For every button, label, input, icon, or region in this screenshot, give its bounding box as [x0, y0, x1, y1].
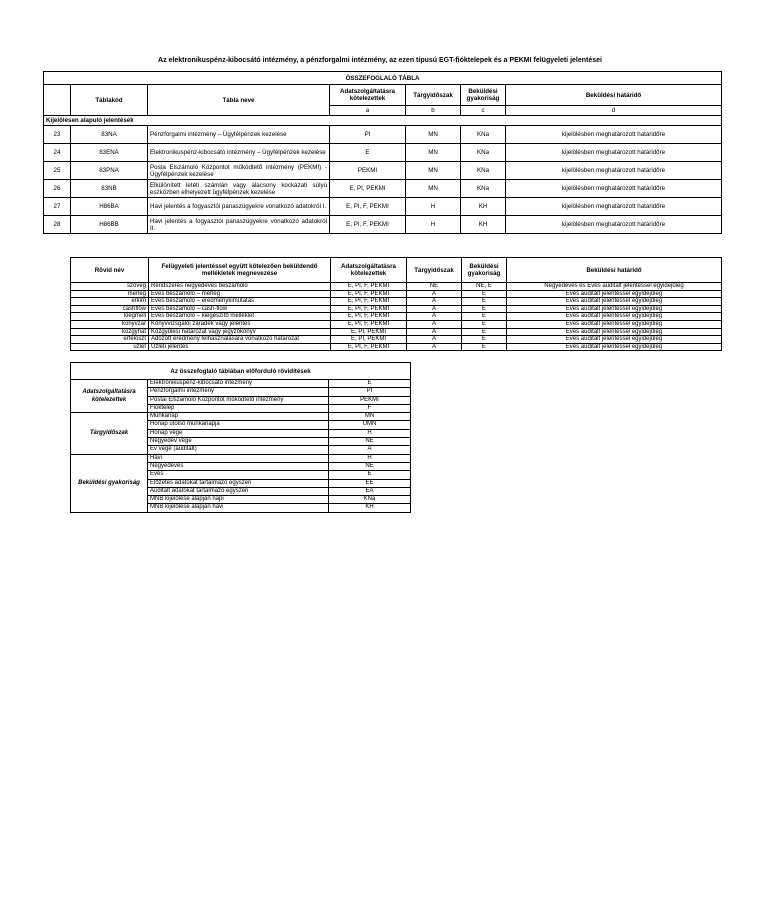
table-name: Havi jelentés a fogyasztói panaszügyekre vonatkozó adatokról I. — [148, 198, 330, 216]
section-title: Kijelölésen alapuló jelentések — [44, 116, 722, 126]
abbreviation-code: UMN — [329, 421, 411, 429]
table-row — [71, 305, 722, 313]
period: H — [406, 216, 461, 234]
header-blank — [44, 85, 71, 116]
header-frequency: Beküldési gyakoriság — [461, 85, 506, 106]
period: MN — [406, 126, 461, 144]
abbreviation-code: A — [329, 446, 411, 454]
deadline: kijelölésben meghatározott határidőre — [506, 198, 722, 216]
obliged: E, PI, PEKMI — [330, 180, 406, 198]
table-name: Havi jelentés a fogyasztói panaszügyekre vonatkozó adatokról II. — [148, 216, 330, 234]
deadline: Éves auditált jelentéssel egyidejűleg — [507, 343, 722, 351]
period: A — [407, 290, 462, 298]
obliged: E, PI, F, PEKMI — [331, 313, 407, 321]
letter-a: a — [330, 106, 406, 116]
frequency: KNa — [461, 180, 506, 198]
attachment-name: Adózott eredmény felhasználására vonatkozó határozat — [149, 336, 331, 344]
frequency: É — [462, 290, 507, 298]
obliged: E, PI, PEKMI — [331, 336, 407, 344]
abbreviation-code: EA — [329, 487, 411, 495]
abbreviation-code: PI — [329, 388, 411, 396]
table-row — [44, 216, 722, 234]
abbreviation-code: NÉ — [329, 438, 411, 446]
short-name: kozgyhat — [71, 328, 149, 336]
abbreviation-code: KNa — [329, 496, 411, 504]
abbreviation-text: MNB kijelölése alapján havi — [148, 504, 329, 512]
deadline: kijelölésben meghatározott határidőre — [506, 126, 722, 144]
attachment-name: Éves beszámoló – mérleg — [149, 290, 331, 298]
table-code: 83NA — [71, 126, 148, 144]
abbreviation-text: MNB kijelölése alapján napi — [148, 496, 329, 504]
abbreviation-code: E — [329, 380, 411, 388]
abbreviation-text: Negyedév vége — [148, 438, 329, 446]
abbreviations-table — [70, 362, 411, 513]
header-table-code: Táblakód — [71, 85, 148, 116]
abbreviation-text: Fióktelep — [148, 404, 329, 412]
frequency: É — [462, 328, 507, 336]
summary-title: ÖSSZEFOGLALÓ TÁBLA — [44, 72, 722, 85]
frequency: KH — [461, 216, 506, 234]
letter-c: c — [461, 106, 506, 116]
header-short-name: Rövid név — [71, 258, 149, 283]
header-obliged: Adatszolgáltatásra kötelezettek — [331, 258, 407, 283]
table-name: Elkülönített letéti számlán vagy alacsony kockázati súlyú eszközben elhelyezett ügyfélpénzek kezelése — [148, 180, 330, 198]
letter-d: d — [506, 106, 722, 116]
abbreviation-text: Postai Elszámoló Központot működtető intézmény — [148, 396, 329, 404]
short-name: uzlet — [71, 343, 149, 351]
obliged: E, PI, F, PEKMI — [331, 343, 407, 351]
table-name: Pénzforgalmi intézmény – Ügyfélpénzek kezelése — [148, 126, 330, 144]
attachment-name: Könyvvizsgálói záradék vagy jelentés — [149, 320, 331, 328]
table-row — [71, 313, 722, 321]
header-obliged: Adatszolgáltatásra kötelezettek — [330, 85, 406, 106]
frequency: KNa — [461, 144, 506, 162]
frequency: É — [462, 305, 507, 313]
header-period: Tárgyidőszak — [406, 85, 461, 106]
row-number: 24 — [44, 144, 71, 162]
table-row — [71, 343, 722, 351]
short-names-table — [70, 257, 722, 351]
deadline: Éves auditált jelentéssel egyidejűleg — [507, 320, 722, 328]
period: A — [407, 343, 462, 351]
abbreviations-title: Az összefoglaló táblában előforduló rövidítések — [71, 363, 411, 380]
deadline: kijelölésben meghatározott határidőre — [506, 180, 722, 198]
table-row — [44, 162, 722, 180]
deadline: Éves auditált jelentéssel egyidejűleg — [507, 298, 722, 306]
frequency: KNa — [461, 162, 506, 180]
abbreviation-text: Havi — [148, 454, 329, 462]
page-title: Az elektronikuspénz-kibocsátó intézmény, a pénzforgalmi intézmény, az ezen típusú EGT-fióktelepek és a PEKMI felügyeleti jelentései — [158, 57, 602, 64]
period: A — [407, 298, 462, 306]
obliged: PEKMI — [330, 162, 406, 180]
frequency: É — [462, 343, 507, 351]
deadline: Negyedéves és Éves auditált jelentéssel egyidejűleg — [507, 283, 722, 291]
abbreviation-text: Év vége (auditált) — [148, 446, 329, 454]
abbreviation-text: Munkanap — [148, 413, 329, 421]
list-item — [71, 413, 411, 421]
abbreviation-text: Éves — [148, 471, 329, 479]
header-frequency: Beküldési gyakoriság — [462, 258, 507, 283]
abbreviation-code: É — [329, 471, 411, 479]
table-row — [44, 144, 722, 162]
abbreviation-code: MN — [329, 413, 411, 421]
deadline: Éves auditált jelentéssel egyidejűleg — [507, 336, 722, 344]
row-number: 23 — [44, 126, 71, 144]
short-name: kiegmell — [71, 313, 149, 321]
period: A — [407, 328, 462, 336]
table-code: H86BB — [71, 216, 148, 234]
period: A — [407, 313, 462, 321]
obliged: E — [330, 144, 406, 162]
header-deadline: Beküldési határidő — [507, 258, 722, 283]
deadline: Éves auditált jelentéssel egyidejűleg — [507, 305, 722, 313]
row-number: 28 — [44, 216, 71, 234]
short-name: cashflow — [71, 305, 149, 313]
table-code: 83ENA — [71, 144, 148, 162]
frequency: É — [462, 298, 507, 306]
period: A — [407, 336, 462, 344]
obliged: E, PI, PEKMI — [331, 328, 407, 336]
period: A — [407, 305, 462, 313]
abbreviation-text: Elektronikuspénz-kibocsátó intézmény — [148, 380, 329, 388]
frequency: NÉ, É — [462, 283, 507, 291]
attachment-name: Üzleti jelentés — [149, 343, 331, 351]
header-deadline: Beküldési határidő — [506, 85, 722, 106]
abbreviation-code: PEKMI — [329, 396, 411, 404]
deadline: kijelölésben meghatározott határidőre — [506, 162, 722, 180]
abbreviation-code: NÉ — [329, 462, 411, 470]
row-number: 26 — [44, 180, 71, 198]
header-attachment-name: Felügyeleti jelentéssel együtt kötelezően beküldendő mellékletek megnevezése — [149, 258, 331, 283]
list-item — [71, 454, 411, 462]
period: MN — [406, 162, 461, 180]
table-row — [71, 298, 722, 306]
period: MN — [406, 180, 461, 198]
obliged: PI — [330, 126, 406, 144]
short-name: erfeloszt — [71, 336, 149, 344]
obliged: E, PI, F, PEKMI — [331, 305, 407, 313]
row-number: 25 — [44, 162, 71, 180]
obliged: E, PI, F, PEKMI — [330, 198, 406, 216]
deadline: kijelölésben meghatározott határidőre — [506, 216, 722, 234]
obliged: E, PI, F, PEKMI — [331, 290, 407, 298]
deadline: Éves auditált jelentéssel egyidejűleg — [507, 313, 722, 321]
abbreviation-group-label: Tárgyidőszak — [71, 413, 148, 454]
abbreviation-text: Pénzforgalmi intézmény — [148, 388, 329, 396]
table-name: Posta Elszámoló Központot működtető intézmény (PEKMI) - Ügyfélpénzek kezelése — [148, 162, 330, 180]
header-period: Tárgyidőszak — [407, 258, 462, 283]
table-code: 83NB — [71, 180, 148, 198]
deadline: Éves auditált jelentéssel egyidejűleg — [507, 290, 722, 298]
abbreviation-group-label: Beküldési gyakoriság — [71, 454, 148, 512]
table-row — [71, 283, 722, 291]
attachment-name: Éves beszámoló – eredménykimutatás — [149, 298, 331, 306]
deadline: kijelölésben meghatározott határidőre — [506, 144, 722, 162]
attachment-name: Közgyűlési határozat vagy jegyzőkönyv — [149, 328, 331, 336]
row-number: 27 — [44, 198, 71, 216]
period: H — [406, 198, 461, 216]
table-row — [71, 320, 722, 328]
frequency: KH — [461, 198, 506, 216]
header-table-name: Tábla neve — [148, 85, 330, 116]
abbreviation-code: H — [329, 454, 411, 462]
letter-b: b — [406, 106, 461, 116]
attachment-name: Rendszeres negyedéves beszámoló — [149, 283, 331, 291]
attachment-name: Éves beszámoló – kiegészítő melléklet — [149, 313, 331, 321]
deadline: Éves auditált jelentéssel egyidejűleg — [507, 328, 722, 336]
obliged: E, PI, F, PEKMI — [331, 298, 407, 306]
period: A — [407, 320, 462, 328]
frequency: É — [462, 336, 507, 344]
table-code: 83PNA — [71, 162, 148, 180]
abbreviation-text: Előzetes adatokat tartalmazó egyszeri — [148, 479, 329, 487]
short-name: konyvzar — [71, 320, 149, 328]
abbreviation-text: Negyedéves — [148, 462, 329, 470]
period: NÉ — [407, 283, 462, 291]
list-item — [71, 380, 411, 388]
frequency: É — [462, 313, 507, 321]
short-name: merleg — [71, 290, 149, 298]
short-name: erkim — [71, 298, 149, 306]
abbreviation-code: H — [329, 429, 411, 437]
frequency: É — [462, 320, 507, 328]
obliged: E, PI, F, PEKMI — [331, 283, 407, 291]
period: MN — [406, 144, 461, 162]
table-row — [44, 180, 722, 198]
attachment-name: Éves beszámoló – cash-flow — [149, 305, 331, 313]
table-row — [71, 328, 722, 336]
table-row — [71, 290, 722, 298]
abbreviation-text: Auditált adatokat tartalmazó egyszeri — [148, 487, 329, 495]
table-row — [44, 198, 722, 216]
table-code: H86BA — [71, 198, 148, 216]
short-name: szoveg — [71, 283, 149, 291]
obliged: E, PI, F, PEKMI — [330, 216, 406, 234]
abbreviation-text: Hónap utolsó munkanapja — [148, 421, 329, 429]
abbreviation-code: F — [329, 404, 411, 412]
summary-table — [43, 71, 722, 234]
frequency: KNa — [461, 126, 506, 144]
abbreviation-code: KH — [329, 504, 411, 512]
table-row — [71, 336, 722, 344]
table-row — [44, 126, 722, 144]
abbreviation-text: Hónap vége — [148, 429, 329, 437]
abbreviation-code: EE — [329, 479, 411, 487]
table-name: Elektronikuspénz-kibocsátó intézmény – Ügyfélpénzek kezelése — [148, 144, 330, 162]
abbreviation-group-label: Adatszolgáltatásra kötelezettek — [71, 380, 148, 413]
obliged: E, PI, F, PEKMI — [331, 320, 407, 328]
